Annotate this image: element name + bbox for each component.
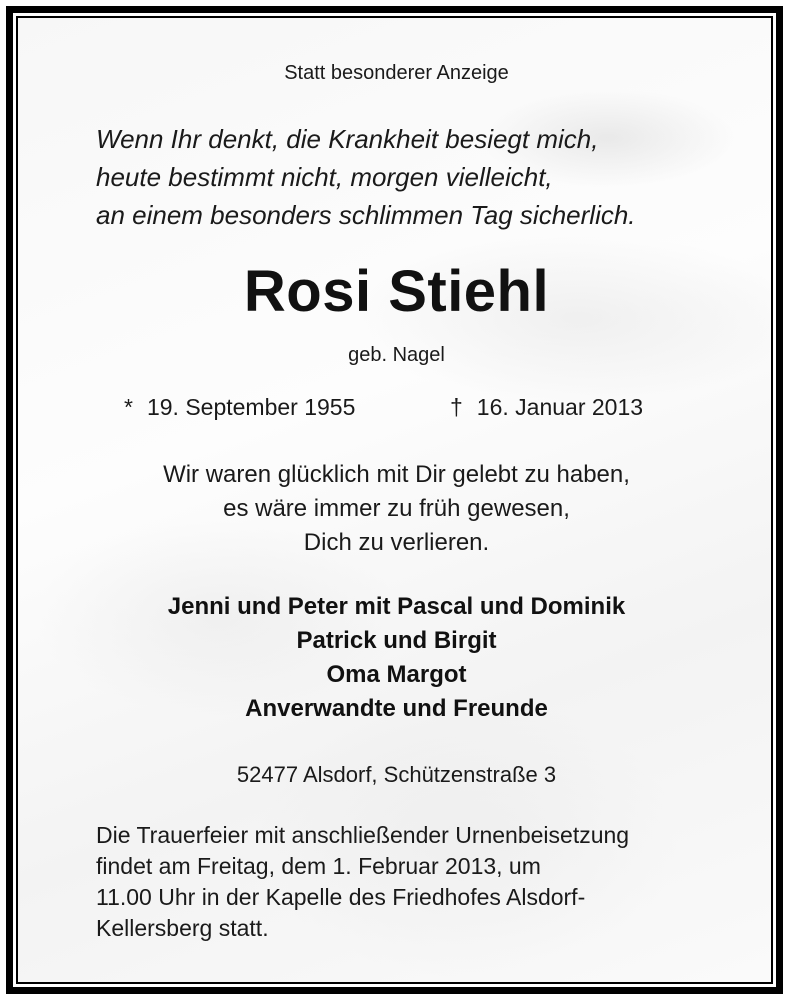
memorial-quote: [18, 458, 773, 560]
poem-line: Wenn Ihr denkt, die Krankheit besiegt mich,: [96, 124, 599, 154]
death-cross-icon: †: [450, 394, 463, 420]
quote-line: Wir waren glücklich mit Dir gelebt zu haben,: [163, 461, 630, 488]
death-date: 16. Januar 2013: [476, 394, 644, 420]
birth-date-group: [124, 394, 355, 421]
quote-line: es wäre immer zu früh gewesen,: [223, 495, 570, 522]
mourner-line: Jenni und Peter mit Pascal und Dominik: [167, 593, 626, 620]
death-date-group: [450, 394, 643, 421]
mourners-list: [18, 590, 773, 726]
address: 52477 Alsdorf, Schützenstraße 3: [236, 762, 557, 787]
funeral-line: 11.00 Uhr in der Kapelle des Friedhofes Alsdorf-: [96, 884, 586, 910]
funeral-line: Die Trauerfeier mit anschließender Urnenbeisetzung: [96, 822, 630, 848]
poem-line: an einem besonders schlimmen Tag sicherlich.: [96, 200, 636, 230]
poem-line: heute bestimmt nicht, morgen vielleicht,: [96, 162, 553, 192]
mourner-line: Patrick und Birgit: [296, 627, 497, 654]
funeral-line: Kellersberg statt.: [96, 915, 269, 941]
mourner-line: Oma Margot: [326, 661, 467, 688]
deceased-name: Rosi Stiehl: [243, 259, 550, 324]
maiden-name: geb. Nagel: [348, 344, 445, 366]
mourner-line: Anverwandte und Freunde: [245, 695, 548, 722]
poem: [96, 120, 636, 234]
quote-line: Dich zu verlieren.: [303, 529, 490, 556]
funeral-info: [96, 820, 629, 944]
inner-frame: [16, 16, 773, 984]
birth-star-icon: *: [124, 394, 133, 420]
birth-date: 19. September 1955: [146, 394, 356, 420]
funeral-line: findet am Freitag, dem 1. Februar 2013, um: [96, 853, 541, 879]
intro-line: Statt besonderer Anzeige: [284, 62, 509, 84]
